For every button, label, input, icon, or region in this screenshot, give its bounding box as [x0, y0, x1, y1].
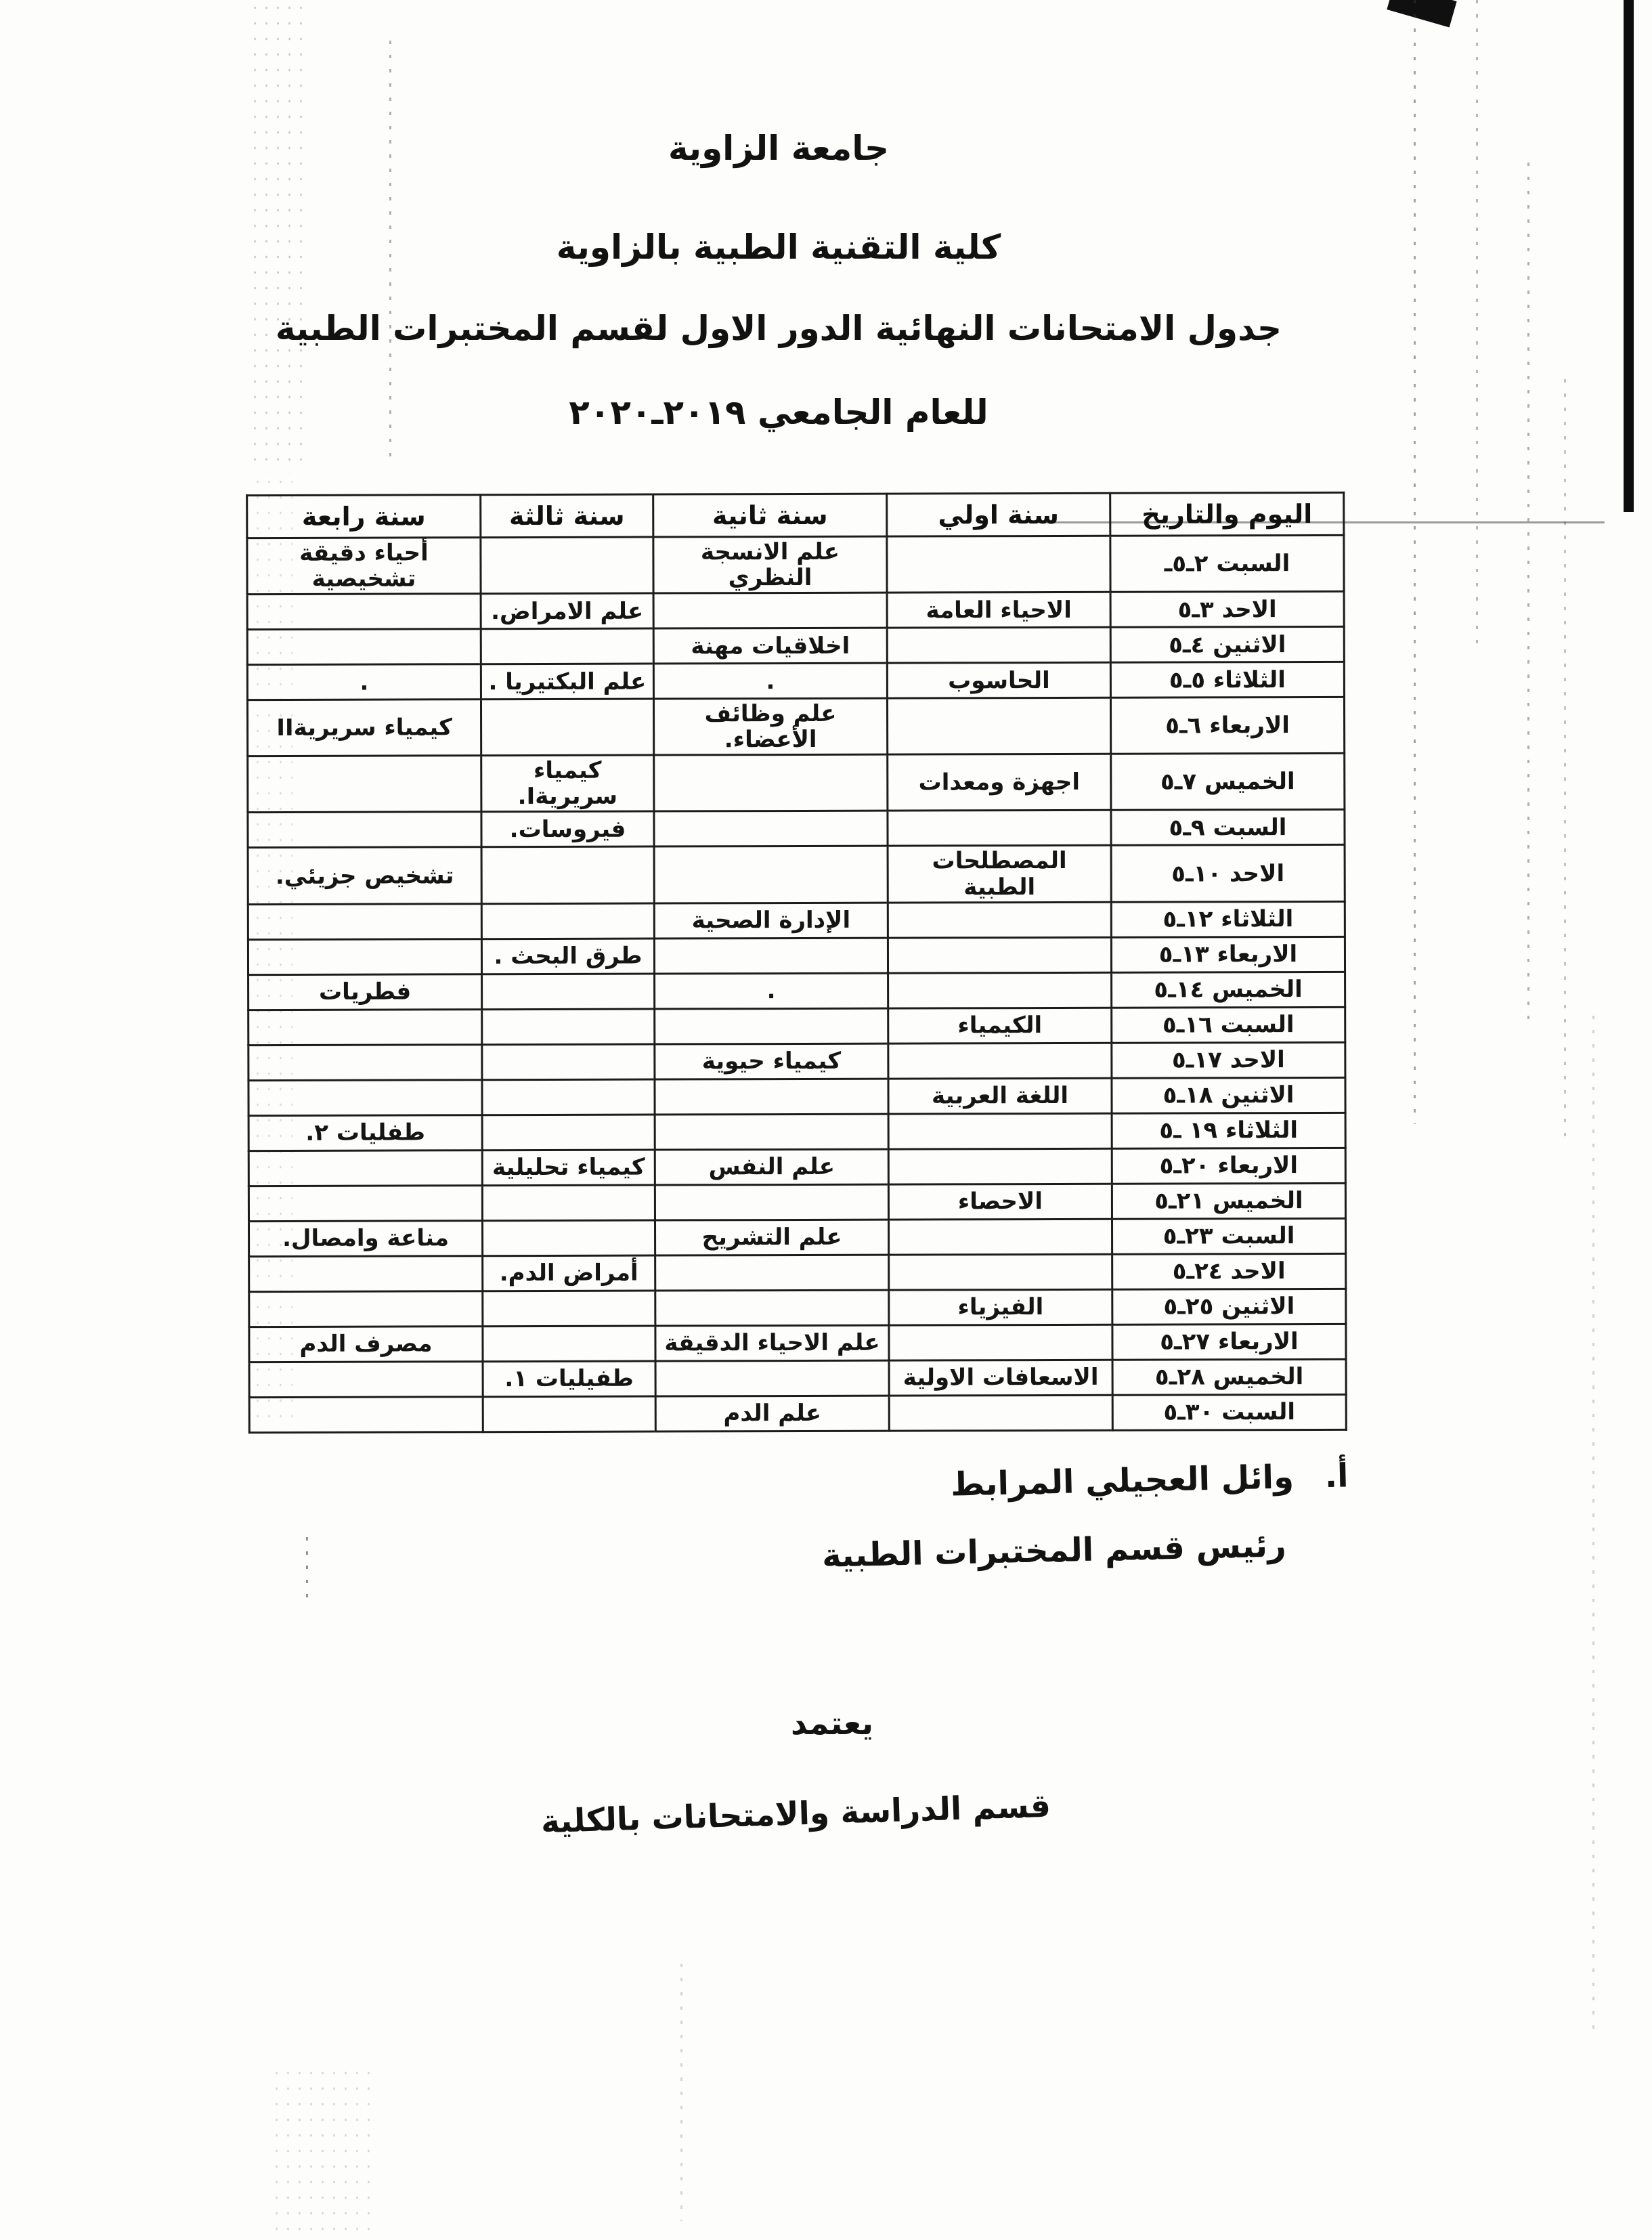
cell-year4: تشخيص جزيئي. — [248, 847, 481, 904]
cell-year1: الاحياء العامة — [887, 592, 1110, 628]
header-year-1: سنة اولي — [887, 493, 1110, 536]
cell-year2 — [654, 754, 888, 811]
approval-label: يعتمد — [791, 1705, 874, 1742]
cell-year1 — [888, 972, 1112, 1008]
cell-year2: كيمياء حيوية — [655, 1043, 888, 1079]
college-title: كلية التقنية الطبية بالزاوية — [556, 228, 1001, 267]
cell-year1: الاحصاء — [888, 1184, 1112, 1220]
signatory-role: رئيس قسم المختبرات الطبية — [821, 1526, 1287, 1575]
cell-day-date: الاثنين ١٨ـ٥ — [1112, 1077, 1345, 1113]
cell-year1 — [888, 811, 1111, 846]
cell-day-date: الاحد ١٧ـ٥ — [1112, 1042, 1345, 1078]
cell-year1 — [888, 1043, 1112, 1079]
cell-year2 — [653, 593, 887, 628]
cell-year2: علم النفس — [655, 1149, 888, 1185]
cell-year1 — [888, 1113, 1112, 1149]
table-row — [247, 697, 1344, 756]
cell-year3 — [482, 1115, 655, 1150]
cell-day-date: الثلاثاء ٥ـ٥ — [1110, 662, 1344, 698]
cell-year4: مصرف الدم — [249, 1326, 483, 1362]
cell-day-date: الاربعاء ٢٠ـ٥ — [1112, 1148, 1345, 1184]
cell-year2: علم التشريح — [655, 1220, 888, 1255]
cell-year3 — [481, 699, 653, 756]
cell-year2: . — [653, 663, 887, 699]
cell-day-date: السبت ٢ـ٥ـ — [1110, 535, 1344, 592]
table-row — [249, 1289, 1346, 1327]
cell-year3: كيمياء تحليلية — [482, 1150, 655, 1186]
cell-year4 — [248, 1009, 482, 1045]
schedule-title: جدول الامتحانات النهائية الدور الاول لقسم المختبرات الطبية — [275, 309, 1282, 348]
cell-year2 — [655, 1008, 888, 1044]
scan-artifact-right-edge-bar — [1624, 0, 1634, 512]
cell-year2: اخلاقيات مهنة — [653, 628, 887, 664]
cell-day-date: السبت ٣٠ـ٥ — [1112, 1394, 1346, 1430]
cell-year3: كيمياء سريريةI. — [481, 755, 654, 812]
cell-year2 — [654, 846, 888, 903]
scan-artifact-streak-3 — [1414, 0, 1416, 1124]
table-row — [247, 535, 1344, 594]
cell-day-date: الاحد ٣ـ٥ — [1110, 592, 1344, 628]
cell-year2 — [655, 1184, 888, 1220]
cell-year4: طفليات ٢. — [248, 1115, 482, 1150]
table-row — [248, 1042, 1345, 1080]
table-row — [248, 1007, 1345, 1045]
signatory-name-line — [951, 1457, 1349, 1503]
cell-year3 — [482, 1079, 655, 1115]
scan-artifact-streak-8 — [680, 1964, 682, 2221]
table-row — [248, 1077, 1345, 1115]
cell-year4 — [248, 1150, 482, 1186]
table-row — [248, 754, 1345, 813]
signatory-prefix: أ. — [1324, 1457, 1349, 1496]
cell-year2 — [654, 938, 888, 974]
table-row — [247, 662, 1344, 700]
approval-department: قسم الدراسة والامتحانات بالكلية — [540, 1787, 1051, 1841]
cell-year1 — [887, 536, 1110, 593]
cell-year3 — [481, 628, 653, 664]
cell-day-date: السبت ١٦ـ٥ — [1112, 1007, 1345, 1043]
cell-year4 — [249, 1396, 483, 1432]
university-title: جامعة الزاوية — [668, 129, 890, 168]
scan-artifact-streak-6 — [1564, 379, 1566, 1138]
cell-year4: كيمياء سريريةII — [247, 699, 481, 756]
header-day-date: اليوم والتاريخ — [1110, 492, 1344, 536]
cell-year4 — [248, 939, 481, 974]
table-row — [248, 901, 1345, 939]
exam-schedule-table — [246, 492, 1347, 1434]
cell-day-date: الاثنين ٢٥ـ٥ — [1112, 1289, 1346, 1324]
scan-artifact-streak-5 — [1527, 163, 1529, 1029]
cell-day-date: الخميس ٢١ـ٥ — [1112, 1183, 1345, 1219]
cell-year2: علم الدم — [655, 1396, 889, 1431]
cell-year1: الكيمياء — [888, 1008, 1112, 1043]
cell-year1: الفيزياء — [889, 1289, 1112, 1325]
academic-year-title: للعام الجامعي ٢٠١٩ـ٢٠٢٠ — [569, 393, 988, 432]
cell-year4 — [248, 756, 481, 813]
cell-year2: الإدارة الصحية — [654, 903, 888, 939]
scan-artifact-streak-7 — [1592, 1016, 1594, 2031]
cell-year3 — [482, 1185, 655, 1221]
header-year-3: سنة ثالثة — [481, 494, 653, 538]
cell-year4 — [248, 1079, 482, 1115]
header-year-4: سنة رابعة — [247, 495, 481, 538]
cell-day-date: الثلاثاء ١٩ ـ٥ — [1112, 1113, 1345, 1148]
cell-year2 — [655, 1255, 889, 1291]
table-row — [249, 1359, 1346, 1397]
cell-day-date: الاثنين ٤ـ٥ — [1110, 627, 1344, 663]
cell-year4 — [248, 903, 481, 939]
cell-year1 — [888, 1219, 1112, 1255]
cell-year2: . — [655, 973, 888, 1009]
cell-year4 — [247, 629, 481, 665]
cell-year4 — [248, 812, 481, 848]
cell-year3: أمراض الدم. — [483, 1255, 655, 1291]
cell-year2: علم وظائف الأعضاء. — [653, 698, 887, 755]
cell-year3 — [482, 1009, 655, 1045]
table-row — [247, 627, 1344, 665]
table-row — [248, 810, 1345, 848]
cell-year4 — [249, 1255, 483, 1291]
cell-year1 — [888, 937, 1111, 973]
cell-day-date: الخميس ٢٨ـ٥ — [1112, 1359, 1346, 1395]
cell-year2: علم الانسجة النظري — [653, 536, 887, 593]
cell-year4 — [249, 1361, 483, 1397]
table-row — [248, 1148, 1345, 1186]
cell-year4: مناعة وامصال. — [248, 1220, 482, 1256]
cell-year1 — [889, 1324, 1112, 1360]
table-row — [248, 1218, 1345, 1256]
cell-day-date: الاربعاء ١٣ـ٥ — [1111, 936, 1345, 972]
cell-day-date: الاحد ٢٤ـ٥ — [1112, 1253, 1346, 1289]
cell-year3 — [481, 537, 653, 594]
cell-year3 — [481, 847, 654, 904]
table-row — [248, 972, 1345, 1010]
cell-year2: علم الاحياء الدقيقة — [655, 1325, 889, 1361]
cell-day-date: الخميس ٧ـ٥ — [1111, 754, 1345, 811]
cell-year1: اللغة العربية — [888, 1078, 1112, 1114]
scan-artifact-speckle-left-bottom — [271, 2065, 379, 2240]
cell-year2 — [655, 1114, 888, 1150]
scan-artifact-streak-2 — [306, 1537, 308, 1602]
table-row — [249, 1324, 1346, 1362]
cell-year3: طفيليات ١. — [483, 1361, 655, 1397]
table-row — [249, 1253, 1346, 1291]
table-row — [247, 592, 1344, 630]
cell-day-date: الاربعاء ٢٧ـ٥ — [1112, 1324, 1346, 1360]
cell-year2 — [655, 1290, 889, 1326]
cell-year4: أحياء دقيقة تشخيصية — [247, 538, 481, 595]
table-header-row — [247, 492, 1344, 538]
header-year-2: سنة ثانية — [653, 494, 887, 537]
cell-year3 — [483, 1396, 655, 1432]
table-row — [248, 845, 1345, 904]
cell-day-date: الاحد ١٠ـ٥ — [1111, 845, 1345, 902]
signatory-name: وائل العجيلي المرابط — [950, 1458, 1295, 1504]
cell-year3: طرق البحث . — [481, 939, 654, 974]
cell-year4 — [248, 1185, 482, 1221]
cell-year2 — [655, 1079, 888, 1115]
cell-day-date: الاربعاء ٦ـ٥ — [1110, 697, 1344, 754]
cell-year4 — [248, 1044, 482, 1080]
table-row — [248, 1183, 1345, 1221]
cell-year4 — [247, 594, 481, 630]
cell-year3 — [482, 1220, 655, 1256]
scan-artifact-corner-mark — [1387, 0, 1456, 27]
cell-day-date: الثلاثاء ١٢ـ٥ — [1111, 901, 1345, 937]
cell-year1 — [889, 1254, 1112, 1290]
cell-year1: اجهزة ومعدات — [888, 754, 1111, 811]
cell-year1: الحاسوب — [887, 662, 1110, 698]
cell-year1: المصطلحات الطبية — [888, 846, 1111, 903]
table-row — [248, 936, 1345, 974]
cell-year3: علم البكتيريا . — [481, 664, 653, 699]
cell-year2 — [655, 1360, 889, 1396]
cell-year4: فطريات — [248, 974, 482, 1010]
cell-year1 — [888, 1148, 1112, 1184]
cell-year3 — [482, 1044, 655, 1080]
cell-year3 — [482, 974, 655, 1010]
signature-gap — [1295, 1487, 1326, 1488]
cell-year3 — [481, 903, 654, 939]
cell-year2 — [654, 811, 888, 847]
cell-year1 — [889, 1395, 1112, 1431]
cell-day-date: الخميس ١٤ـ٥ — [1112, 972, 1345, 1008]
table-row — [249, 1394, 1346, 1432]
scan-artifact-streak-4 — [1476, 0, 1478, 643]
cell-day-date: السبت ٢٣ـ٥ — [1112, 1218, 1345, 1254]
cell-year1 — [887, 627, 1110, 663]
cell-year3 — [483, 1291, 655, 1327]
cell-day-date: السبت ٩ـ٥ — [1111, 810, 1345, 846]
cell-year1: الاسعافات الاولية — [889, 1360, 1112, 1396]
cell-year4: . — [247, 664, 481, 700]
cell-year3: علم الامراض. — [481, 593, 653, 629]
cell-year1 — [887, 697, 1110, 754]
cell-year1 — [888, 902, 1111, 938]
cell-year3: فيروسات. — [481, 812, 654, 848]
cell-year4 — [249, 1291, 483, 1327]
table-row — [248, 1113, 1345, 1150]
cell-year3 — [483, 1326, 655, 1362]
